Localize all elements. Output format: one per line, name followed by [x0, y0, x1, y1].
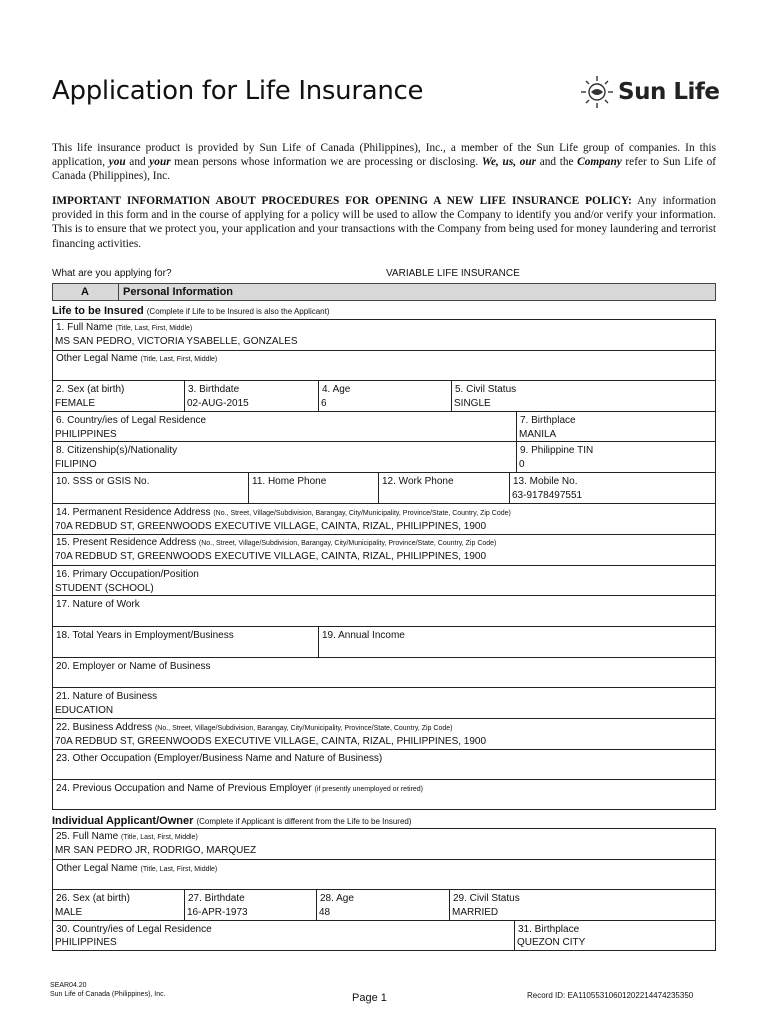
owner-age-label: 28. Age — [320, 893, 354, 904]
col-divider — [516, 411, 517, 472]
row-divider — [52, 472, 716, 473]
owner-heading: Individual Applicant/Owner (Complete if Applicant is different from the Life to be Insured) — [52, 815, 412, 827]
nature-business-label: 21. Nature of Business — [56, 691, 158, 702]
owner-civil-status-value[interactable]: MARRIED — [452, 907, 499, 918]
owner-other-name-label: Other Legal Name (Title, Last, First, Middle) — [56, 863, 218, 874]
owner-full-name-label: 25. Full Name (Title, Last, First, Middle) — [56, 831, 198, 842]
tin-label: 9. Philippine TIN — [520, 445, 594, 456]
row-divider — [52, 441, 716, 442]
col-divider — [378, 472, 379, 503]
occupation-value[interactable]: STUDENT (SCHOOL) — [55, 583, 154, 594]
civil-status-label: 5. Civil Status — [455, 384, 517, 395]
row-divider — [52, 534, 716, 535]
row-divider — [52, 503, 716, 504]
owner-civil-status-label: 29. Civil Status — [453, 893, 520, 904]
section-divider — [118, 283, 119, 301]
owner-birthplace-label: 31. Birthplace — [518, 924, 580, 935]
occupation-label: 16. Primary Occupation/Position — [56, 569, 199, 580]
business-address-label: 22. Business Address (No., Street, Village/Subdivision, Barangay, City/Municipality, Province/State, Country, Zip Code) — [56, 722, 453, 733]
permanent-address-label: 14. Permanent Residence Address (No., Street, Village/Subdivision, Barangay, City/Municipality, Province/State, Country, Zip Code) — [56, 507, 511, 518]
mobile-label: 13. Mobile No. — [513, 476, 578, 487]
row-divider — [52, 565, 716, 566]
row-divider — [52, 687, 716, 688]
birthplace-label: 7. Birthplace — [520, 415, 576, 426]
employer-label: 20. Employer or Name of Business — [56, 661, 211, 672]
mobile-value[interactable]: 63-9178497551 — [512, 490, 583, 501]
full-name-label: 1. Full Name (Title, Last, First, Middle) — [56, 322, 193, 333]
owner-birthdate-value[interactable]: 16-APR-1973 — [187, 907, 248, 918]
years-employment-label: 18. Total Years in Employment/Business — [56, 630, 234, 641]
sex-value[interactable]: FEMALE — [55, 398, 96, 409]
present-address-value[interactable]: 70A REDBUD ST, GREENWOODS EXECUTIVE VILLAGE, CAINTA, RIZAL, PHILIPPINES, 1900 — [55, 551, 487, 562]
tin-value[interactable]: 0 — [519, 459, 525, 470]
footer-company: Sun Life of Canada (Philippines), Inc. — [50, 991, 166, 998]
applying-for-label: What are you applying for? — [52, 268, 172, 279]
owner-birthplace-value[interactable]: QUEZON CITY — [517, 937, 586, 948]
sex-label: 2. Sex (at birth) — [56, 384, 125, 395]
age-value[interactable]: 6 — [321, 398, 327, 409]
col-divider — [248, 472, 249, 503]
page-number: Page 1 — [352, 992, 387, 1004]
civil-status-value[interactable]: SINGLE — [454, 398, 491, 409]
work-phone-label: 12. Work Phone — [382, 476, 454, 487]
owner-country-value[interactable]: PHILIPPINES — [55, 937, 117, 948]
col-divider — [184, 889, 185, 920]
owner-full-name-value[interactable]: MR SAN PEDRO JR, RODRIGO, MARQUEZ — [55, 845, 257, 856]
owner-birthdate-label: 27. Birthdate — [188, 893, 245, 904]
row-divider — [52, 749, 716, 750]
other-occupation-label: 23. Other Occupation (Employer/Business Name and Nature of Business) — [56, 753, 383, 764]
record-id: Record ID: EA1105531060120221447423535​0 — [527, 991, 694, 1000]
col-divider — [509, 472, 510, 503]
section-letter: A — [81, 286, 89, 298]
section-title: Personal Information — [123, 286, 234, 298]
row-divider — [52, 380, 716, 381]
citizenship-value[interactable]: FILIPINO — [55, 459, 97, 470]
birthdate-label: 3. Birthdate — [188, 384, 240, 395]
row-divider — [52, 779, 716, 780]
col-divider — [316, 889, 317, 920]
row-divider — [52, 411, 716, 412]
previous-occupation-label: 24. Previous Occupation and Name of Previous Employer (if presently unemployed or retired) — [56, 783, 424, 794]
form-code: SEAR04.20 — [50, 982, 87, 989]
present-address-label: 15. Present Residence Address (No., Street, Village/Subdivision, Barangay, City/Municipality, Province/State, Country, Zip Code) — [56, 537, 497, 548]
col-divider — [451, 380, 452, 411]
important-info-paragraph: IMPORTANT INFORMATION ABOUT PROCEDURES FOR OPENING A NEW LIFE INSURANCE POLICY: Any information provided in this form and in the course of applying for a policy will be used to allow the Company to identify you and/or verify your information. This is to ensure that we protect you, your application and your transactions with the Company from being used for money laundering and terrorist financing activities. — [52, 195, 716, 250]
row-divider — [52, 350, 716, 351]
full-name-value[interactable]: MS SAN PEDRO, VICTORIA YSABELLE, GONZALES — [55, 336, 298, 347]
col-divider — [514, 920, 515, 951]
row-divider — [52, 657, 716, 658]
col-divider — [184, 380, 185, 411]
row-divider — [52, 889, 716, 890]
home-phone-label: 11. Home Phone — [252, 476, 327, 487]
business-address-value[interactable]: 70A REDBUD ST, GREENWOODS EXECUTIVE VILLAGE, CAINTA, RIZAL, PHILIPPINES, 1900 — [55, 736, 487, 747]
row-divider — [52, 595, 716, 596]
permanent-address-value[interactable]: 70A REDBUD ST, GREENWOODS EXECUTIVE VILLAGE, CAINTA, RIZAL, PHILIPPINES, 1900 — [55, 521, 487, 532]
life-insured-heading: Life to be Insured (Complete if Life to be Insured is also the Applicant) — [52, 305, 330, 317]
page-title: Application for Life Insurance — [52, 76, 424, 106]
row-divider — [52, 859, 716, 860]
logo-text: Sun Life — [618, 79, 720, 105]
age-label: 4. Age — [322, 384, 351, 395]
birthplace-value[interactable]: MANILA — [519, 429, 557, 440]
nature-business-value[interactable]: EDUCATION — [55, 705, 114, 716]
col-divider — [449, 889, 450, 920]
applying-for-value: VARIABLE LIFE INSURANCE — [386, 268, 520, 279]
country-label: 6. Country/ies of Legal Residence — [56, 415, 207, 426]
owner-country-label: 30. Country/ies of Legal Residence — [56, 924, 212, 935]
col-divider — [318, 626, 319, 657]
intro-paragraph: This life insurance product is provided by Sun Life of Canada (Philippines), Inc., a member of the Sun Life group of companies. In this application, you and your mean persons whose information we are processing or disclosing. We, us, our and the Company refer to Sun Life of Canada (Philippines), Inc. — [52, 142, 716, 183]
annual-income-label: 19. Annual Income — [322, 630, 405, 641]
owner-sex-value[interactable]: MALE — [55, 907, 83, 918]
row-divider — [52, 718, 716, 719]
nature-of-work-label: 17. Nature of Work — [56, 599, 140, 610]
other-name-label: Other Legal Name (Title, Last, First, Middle) — [56, 353, 218, 364]
country-value[interactable]: PHILIPPINES — [55, 429, 117, 440]
owner-age-value[interactable]: 48 — [319, 907, 331, 918]
birthdate-value[interactable]: 02-AUG-2015 — [187, 398, 249, 409]
row-divider — [52, 920, 716, 921]
owner-sex-label: 26. Sex (at birth) — [56, 893, 130, 904]
sss-label: 10. SSS or GSIS No. — [56, 476, 150, 487]
col-divider — [318, 380, 319, 411]
citizenship-label: 8. Citizenship(s)/Nationality — [56, 445, 178, 456]
row-divider — [52, 626, 716, 627]
